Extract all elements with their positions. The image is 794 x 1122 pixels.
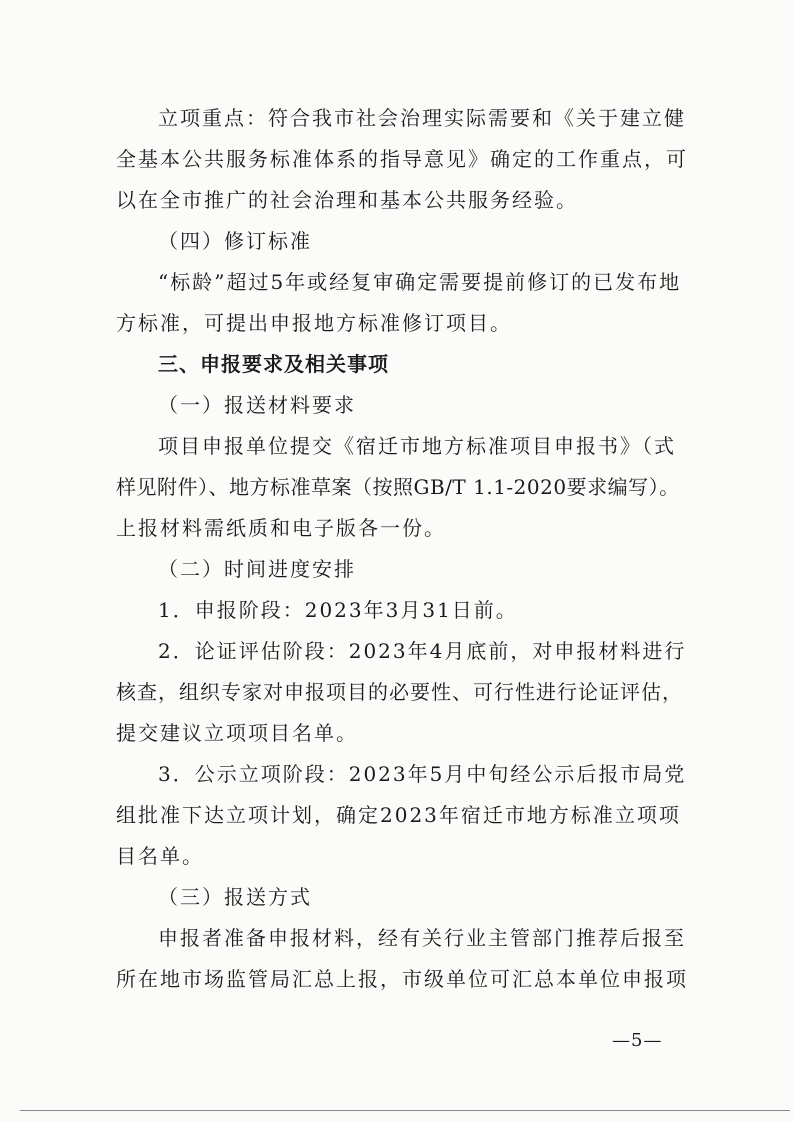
paragraph-line: “标龄”超过5年或经复审确定需要提前修订的已发布地: [158, 270, 682, 294]
paragraph-line: 上报材料需纸质和电子版各一份。: [116, 516, 446, 540]
paragraph-line: 提交建议立项项目名单。: [116, 721, 358, 745]
paragraph-line: 方标准，可提出申报地方标准修订项目。: [116, 311, 512, 335]
paragraph-line: 项目申报单位提交《宿迁市地方标准项目申报书》（式: [158, 434, 676, 458]
section-heading: （一）报送材料要求: [158, 393, 356, 417]
list-item: 3．公示立项阶段：2023年5月中旬经公示后报市局党: [158, 762, 687, 786]
paragraph-line: 核查，组织专家对申报项目的必要性、可行性进行论证评估，: [116, 680, 683, 704]
paragraph-line: 申报者准备申报材料，经有关行业主管部门推荐后报至: [158, 926, 686, 950]
section-heading: （三）报送方式: [158, 885, 312, 909]
page-number: —5—: [612, 1030, 663, 1051]
paragraph-line: 所在地市场监管局汇总上报，市级单位可汇总本单位申报项: [116, 967, 688, 991]
paragraph-line: 立项重点：符合我市社会治理实际需要和《关于建立健: [158, 106, 686, 130]
paragraph-line: 组批准下达立项计划，确定2023年宿迁市地方标准立项项: [116, 803, 681, 827]
paragraph-line: 以在全市推广的社会治理和基本公共服务经验。: [116, 188, 578, 212]
paragraph-line: 样见附件）、地方标准草案（按照GB/T 1.1-2020要求编写）。: [116, 475, 680, 499]
scan-edge-divider: [20, 1110, 790, 1111]
section-heading: （二）时间进度安排: [158, 557, 356, 581]
paragraph-line: 目名单。: [116, 844, 204, 868]
list-item: 1．申报阶段：2023年3月31日前。: [158, 598, 518, 622]
list-item: 2．论证评估阶段：2023年4月底前，对申报材料进行: [158, 639, 687, 663]
chapter-heading: 三、申报要求及相关事项: [158, 352, 389, 376]
paragraph-line: 全基本公共服务标准体系的指导意见》确定的工作重点，可: [116, 147, 688, 171]
section-heading: （四）修订标准: [158, 229, 312, 253]
